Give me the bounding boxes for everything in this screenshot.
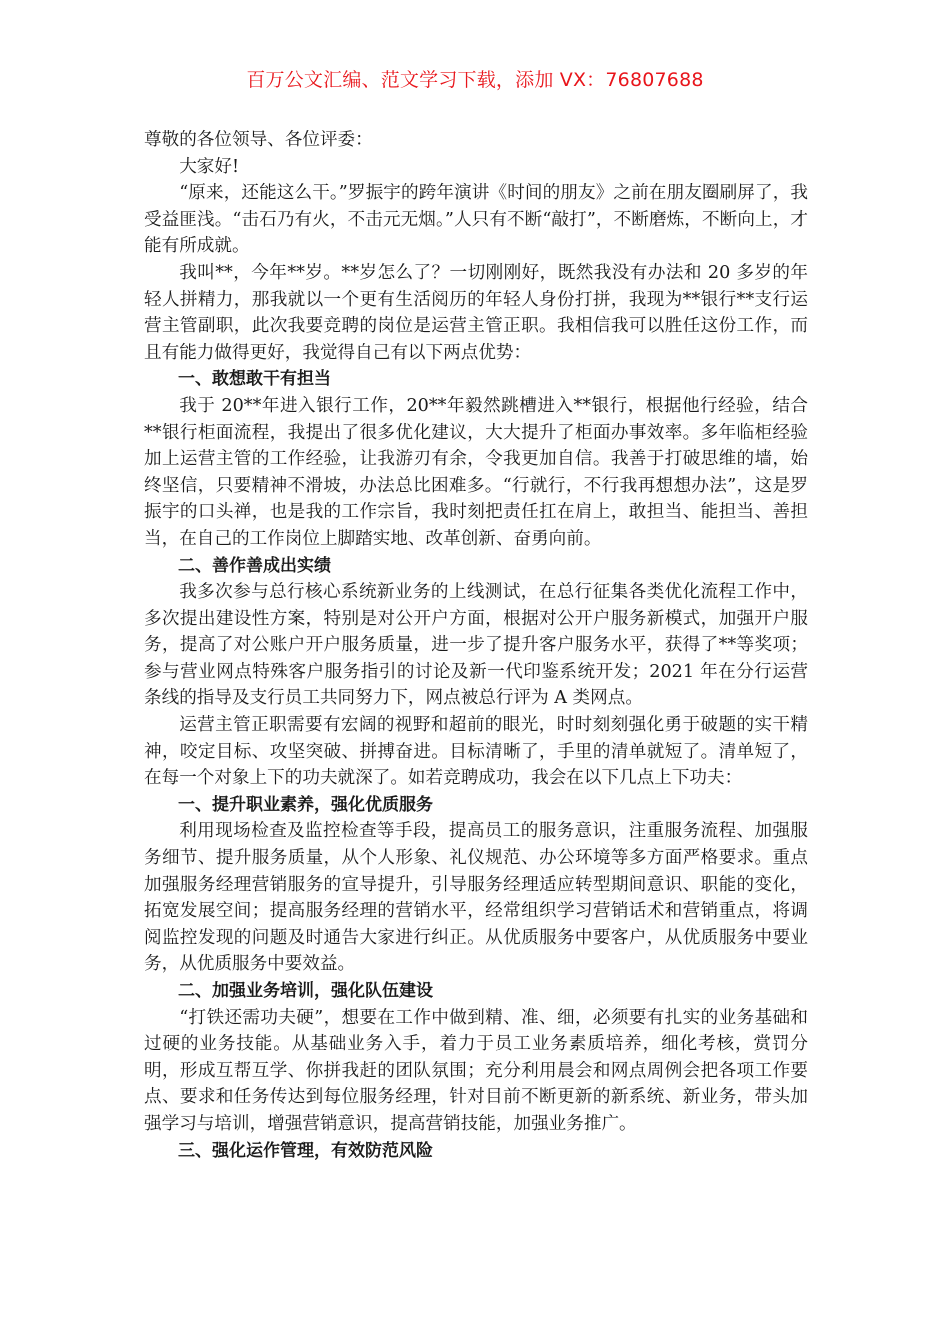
document-body [144, 127, 808, 1164]
paragraph: 我叫**，今年**岁。**岁怎么了？一切刚刚好，既然我没有办法和 20 多岁的年轻人拼精力，那我就以一个更有生活阅历的年轻人身份打拼，我现为**银行**支行运营主管副职，此次我要竞聘的岗位是运营主管正职。我相信我可以胜任这份工作，而且有能力做得更好，我觉得自己有以下两点优势： [144, 262, 808, 363]
section-heading: 二、善作善成出实绩 [178, 555, 331, 576]
paragraph: “原来，还能这么干。”罗振宇的跨年演讲《时间的朋友》之前在朋友圈刷屏了，我受益匪浅。“击石乃有火，不击元无烟。”人只有不断“敲打”，不断磨炼，不断向上，才能有所成就。 [144, 183, 808, 257]
salutation: 尊敬的各位领导、各位评委： [144, 130, 373, 150]
section-heading: 三、强化运作管理，有效防范风险 [178, 1140, 433, 1161]
paragraph: “打铁还需功夫硬”，想要在工作中做到精、准、细，必须要有扎实的业务基础和过硬的业务技能。从基础业务入手，着力于员工业务素质培养，细化考核，赏罚分明，形成互帮互学、你拼我赶的团队氛围；充分利用晨会和网点周例会把各项工作要点、要求和任务传达到每位服务经理，针对目前不断更新的新系统、新业务，带头加强学习与培训，增强营销意识，提高营销技能，加强业务推广。 [144, 1007, 808, 1134]
paragraph: 利用现场检查及监控检查等手段，提高员工的服务意识，注重服务流程、加强服务细节、提升服务质量，从个人形象、礼仪规范、办公环境等多方面严格要求。重点加强服务经理营销服务的宣导提升，引导服务经理适应转型期间意识、职能的变化，拓宽发展空间；提高服务经理的营销水平，经常组织学习营销话术和营销重点，将调阅监控发现的问题及时通告大家进行纠正。从优质服务中要客户，从优质服务中要业务，从优质服务中要效益。 [144, 821, 808, 975]
section-heading: 一、敢想敢干有担当 [178, 369, 331, 390]
paragraph: 我于 20**年进入银行工作，20**年毅然跳槽进入**银行，根据他行经验，结合**银行柜面流程，我提出了很多优化建议，大大提升了柜面办事效率。多年临柜经验加上运营主管的工作经验，让我游刃有余，令我更加自信。我善于打破思维的墙，始终坚信，只要精神不滑坡，办法总比困难多。“行就行，不行我再想想办法”，这是罗振宇的口头禅，也是我的工作宗旨，我时刻把责任扛在肩上，敢担当、能担当、善担当，在自己的工作岗位上脚踏实地、改革创新、奋勇向前。 [144, 395, 808, 549]
paragraph: 我多次参与总行核心系统新业务的上线测试，在总行征集各类优化流程工作中，多次提出建设性方案，特别是对公开户方面，根据对公开户服务新模式，加强开户服务，提高了对公账户开户服务质量，进一步了提升客户服务水平，获得了**等奖项；参与营业网点特殊客户服务指引的讨论及新一代印鉴系统开发；2021 年在分行运营条线的指导及支行员工共同努力下，网点被总行评为 A 类网点。 [144, 582, 808, 709]
greeting: 大家好! [179, 156, 240, 177]
header-banner: 百万公文汇编、范文学习下载，添加 VX：76807688 [246, 69, 704, 91]
section-heading: 一、提升职业素养，强化优质服务 [178, 794, 433, 815]
paragraph: 运营主管正职需要有宏阔的视野和超前的眼光，时时刻刻强化勇于破题的实干精神，咬定目标、攻坚突破、拼搏奋进。目标清晰了，手里的清单就短了。清单短了，在每一个对象上下的功夫就深了。如若竞聘成功，我会在以下几点上下功夫： [144, 715, 808, 789]
section-heading: 二、加强业务培训，强化队伍建设 [178, 981, 433, 1001]
